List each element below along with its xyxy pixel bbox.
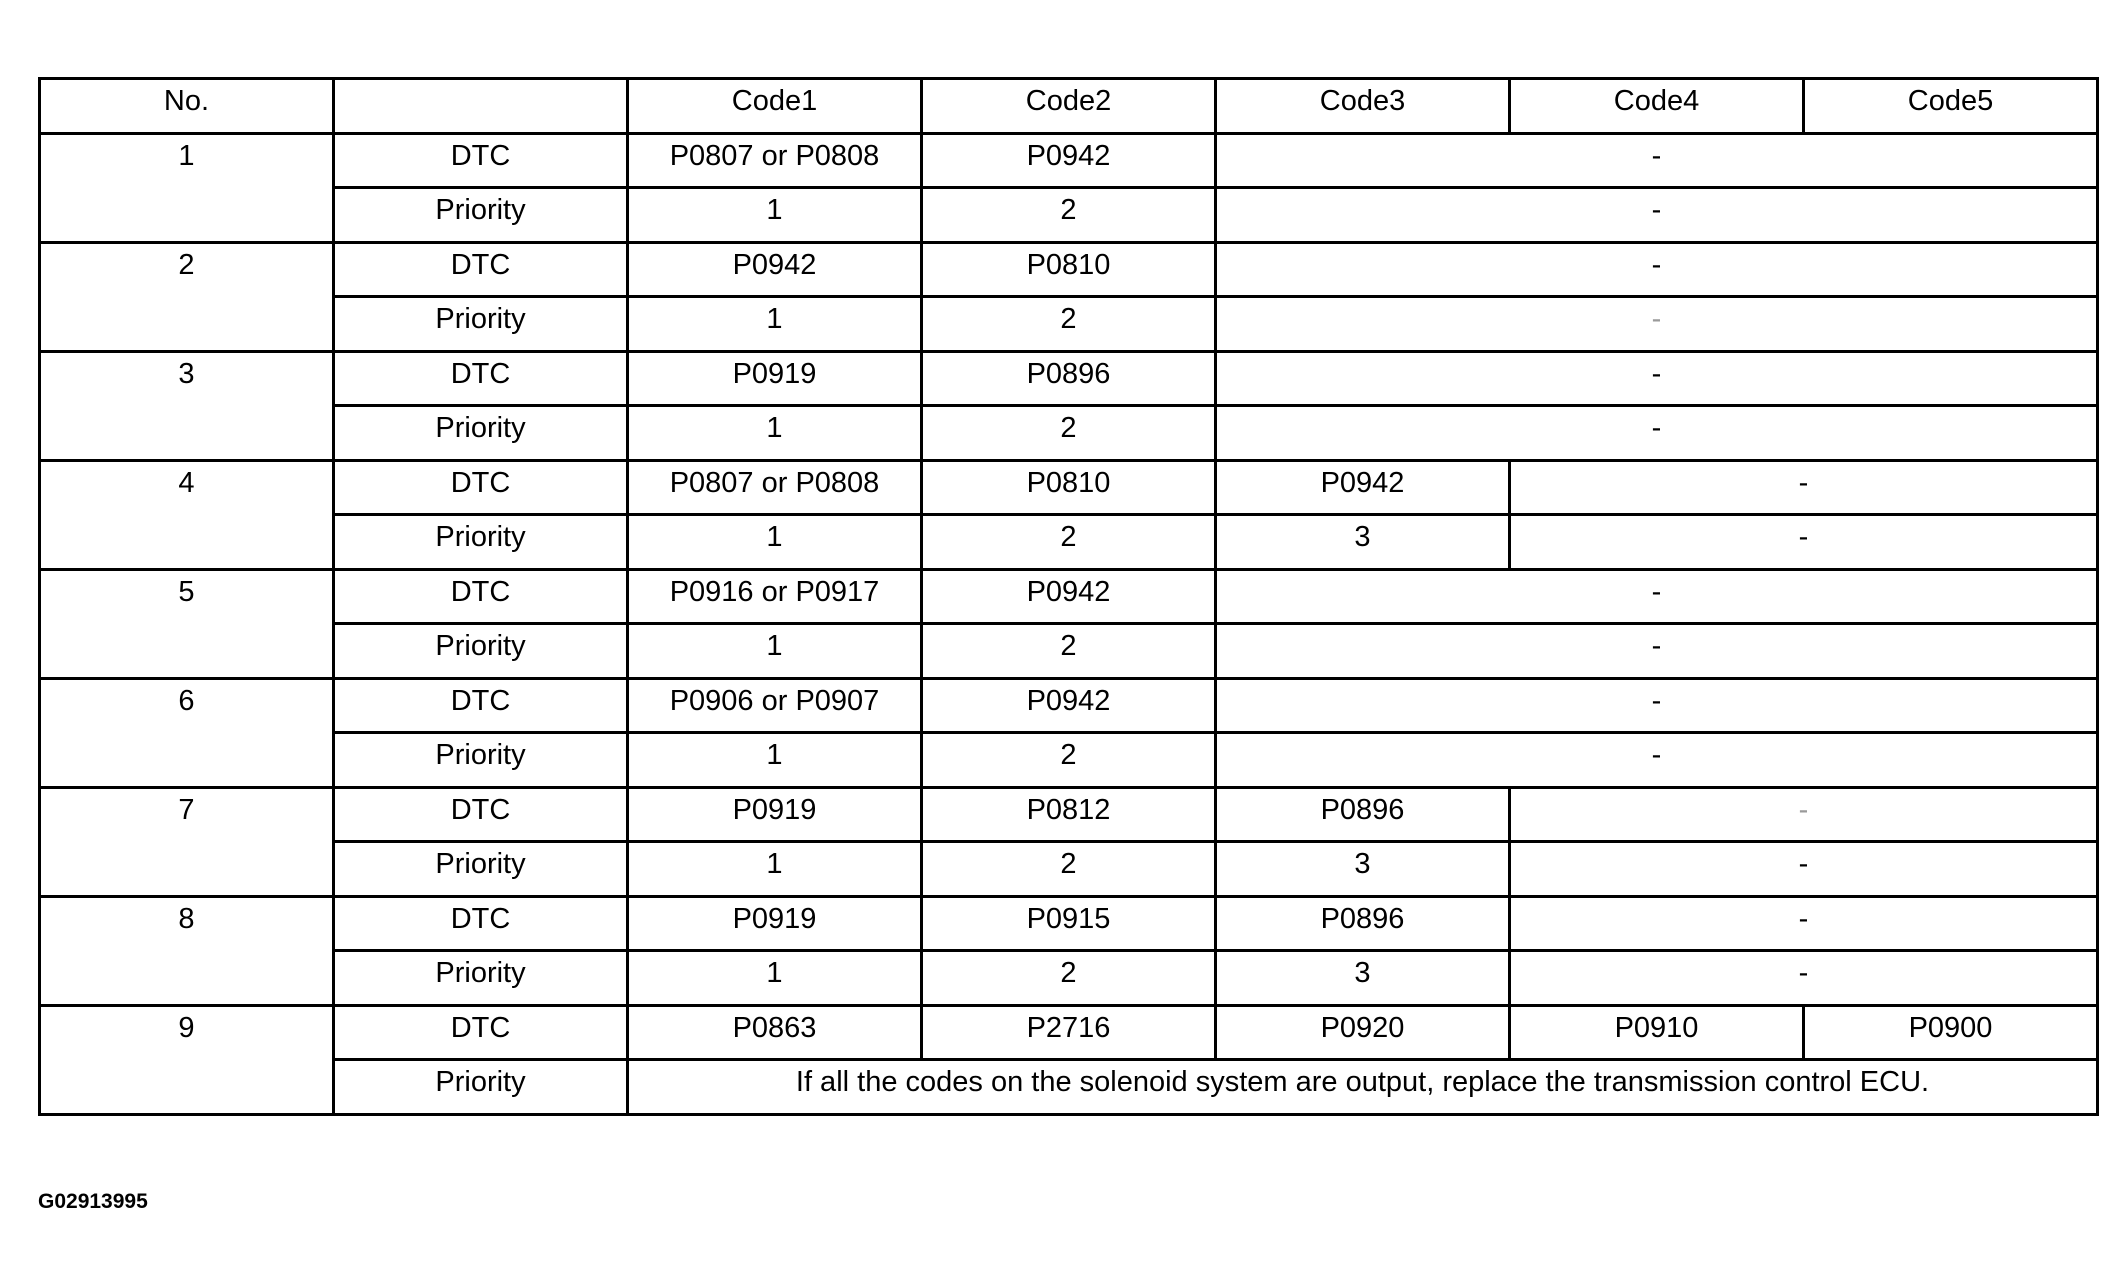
- priority-cell: 2: [922, 515, 1216, 570]
- dtc-cell: P0807 or P0808: [628, 133, 922, 188]
- dtc-cell: P0910: [1510, 1005, 1804, 1060]
- dtc-cell: P0812: [922, 787, 1216, 842]
- dtc-cell: P0810: [922, 242, 1216, 297]
- dtc-cell: P0942: [628, 242, 922, 297]
- dtc-rest-cell: -: [1216, 569, 2098, 624]
- dtc-label-cell: DTC: [334, 1005, 628, 1060]
- priority-cell: 1: [628, 297, 922, 352]
- dtc-cell: P0807 or P0808: [628, 460, 922, 515]
- dtc-cell: P0896: [1216, 896, 1510, 951]
- header-cell-blank: [334, 79, 628, 134]
- table-row-priority: [40, 624, 2098, 679]
- priority-cell: 2: [922, 733, 1216, 788]
- dtc-label-cell: DTC: [334, 569, 628, 624]
- dtc-cell: P0916 or P0917: [628, 569, 922, 624]
- dtc-rest-cell: -: [1510, 896, 2098, 951]
- dtc-cell: P0906 or P0907: [628, 678, 922, 733]
- priority-rest-cell: -: [1216, 297, 2098, 352]
- dtc-rest-cell: -: [1216, 133, 2098, 188]
- priority-label-cell: Priority: [334, 297, 628, 352]
- priority-label-cell: Priority: [334, 951, 628, 1006]
- table-row-priority: [40, 1060, 2098, 1115]
- priority-cell: 2: [922, 297, 1216, 352]
- row-number-cell: 7: [40, 787, 334, 896]
- dtc-cell: P0942: [922, 133, 1216, 188]
- table-row-dtc: [40, 133, 2098, 188]
- header-cell-code2: Code2: [922, 79, 1216, 134]
- dtc-cell: P0942: [1216, 460, 1510, 515]
- dtc-priority-table: [38, 77, 2099, 1116]
- dtc-label-cell: DTC: [334, 242, 628, 297]
- dtc-label-cell: DTC: [334, 787, 628, 842]
- priority-note-cell: If all the codes on the solenoid system are output, replace the transmission control ECU.: [628, 1060, 2098, 1115]
- table-row-priority: [40, 515, 2098, 570]
- dtc-label-cell: DTC: [334, 133, 628, 188]
- header-cell-code5: Code5: [1804, 79, 2098, 134]
- table-row-priority: [40, 951, 2098, 1006]
- table-row-dtc: [40, 569, 2098, 624]
- dtc-cell: P0915: [922, 896, 1216, 951]
- row-number-cell: 3: [40, 351, 334, 460]
- figure-id-label: G02913995: [38, 1190, 148, 1213]
- row-number-cell: 1: [40, 133, 334, 242]
- priority-cell: 1: [628, 515, 922, 570]
- dtc-cell: P0919: [628, 787, 922, 842]
- dtc-rest-cell: -: [1216, 351, 2098, 406]
- dtc-rest-cell: -: [1510, 787, 2098, 842]
- priority-rest-cell: -: [1216, 733, 2098, 788]
- priority-cell: 3: [1216, 842, 1510, 897]
- dtc-rest-cell: -: [1216, 678, 2098, 733]
- priority-rest-cell: -: [1216, 624, 2098, 679]
- priority-cell: 2: [922, 406, 1216, 461]
- table-row-dtc: [40, 242, 2098, 297]
- header-cell-code4: Code4: [1510, 79, 1804, 134]
- dtc-cell: P0900: [1804, 1005, 2098, 1060]
- dtc-cell: P0919: [628, 351, 922, 406]
- table-row-dtc: [40, 1005, 2098, 1060]
- table-row-dtc: [40, 787, 2098, 842]
- dtc-cell: P0942: [922, 569, 1216, 624]
- row-number-cell: 4: [40, 460, 334, 569]
- priority-label-cell: Priority: [334, 188, 628, 243]
- row-number-cell: 5: [40, 569, 334, 678]
- priority-cell: 2: [922, 624, 1216, 679]
- priority-label-cell: Priority: [334, 406, 628, 461]
- dtc-cell: P0896: [922, 351, 1216, 406]
- priority-cell: 1: [628, 624, 922, 679]
- priority-rest-cell: -: [1216, 188, 2098, 243]
- dtc-label-cell: DTC: [334, 678, 628, 733]
- table-row-priority: [40, 406, 2098, 461]
- priority-cell: 2: [922, 188, 1216, 243]
- header-cell-code1: Code1: [628, 79, 922, 134]
- table-row-priority: [40, 733, 2098, 788]
- dtc-label-cell: DTC: [334, 351, 628, 406]
- priority-label-cell: Priority: [334, 842, 628, 897]
- priority-label-cell: Priority: [334, 733, 628, 788]
- priority-cell: 1: [628, 842, 922, 897]
- dtc-cell: P0942: [922, 678, 1216, 733]
- header-cell-no: No.: [40, 79, 334, 134]
- header-row: [40, 79, 2098, 134]
- priority-cell: 3: [1216, 515, 1510, 570]
- table-row-priority: [40, 188, 2098, 243]
- priority-cell: 1: [628, 951, 922, 1006]
- priority-cell: 1: [628, 733, 922, 788]
- priority-cell: 2: [922, 842, 1216, 897]
- table-row-priority: [40, 297, 2098, 352]
- priority-rest-cell: -: [1510, 951, 2098, 1006]
- priority-label-cell: Priority: [334, 624, 628, 679]
- dtc-cell: P0896: [1216, 787, 1510, 842]
- table-row-dtc: [40, 896, 2098, 951]
- table-row-dtc: [40, 351, 2098, 406]
- priority-cell: 3: [1216, 951, 1510, 1006]
- priority-rest-cell: -: [1216, 406, 2098, 461]
- table-row-priority: [40, 842, 2098, 897]
- priority-label-cell: Priority: [334, 515, 628, 570]
- dtc-cell: P0810: [922, 460, 1216, 515]
- dtc-label-cell: DTC: [334, 460, 628, 515]
- dtc-cell: P0863: [628, 1005, 922, 1060]
- table-row-dtc: [40, 678, 2098, 733]
- row-number-cell: 2: [40, 242, 334, 351]
- row-number-cell: 6: [40, 678, 334, 787]
- dtc-rest-cell: -: [1216, 242, 2098, 297]
- row-number-cell: 9: [40, 1005, 334, 1114]
- row-number-cell: 8: [40, 896, 334, 1005]
- priority-cell: 1: [628, 188, 922, 243]
- dtc-cell: P0920: [1216, 1005, 1510, 1060]
- priority-rest-cell: -: [1510, 842, 2098, 897]
- priority-cell: 1: [628, 406, 922, 461]
- priority-rest-cell: -: [1510, 515, 2098, 570]
- priority-label-cell: Priority: [334, 1060, 628, 1115]
- dtc-cell: P2716: [922, 1005, 1216, 1060]
- priority-cell: 2: [922, 951, 1216, 1006]
- dtc-cell: P0919: [628, 896, 922, 951]
- table-row-dtc: [40, 460, 2098, 515]
- dtc-rest-cell: -: [1510, 460, 2098, 515]
- header-cell-code3: Code3: [1216, 79, 1510, 134]
- dtc-label-cell: DTC: [334, 896, 628, 951]
